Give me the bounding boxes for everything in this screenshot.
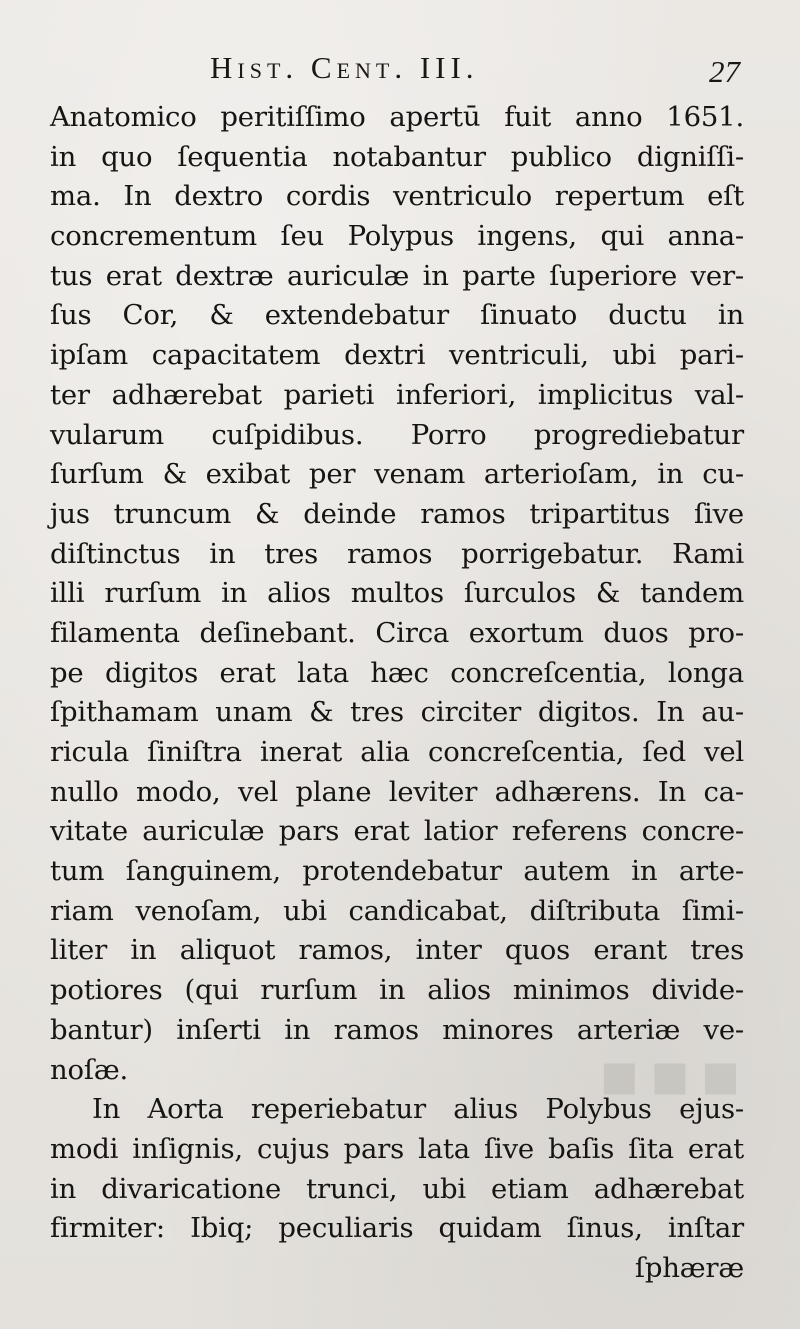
show-through-print: ■■■ [588, 1041, 740, 1112]
text-line: ricula ſiniſtra inerat alia concreſcentia, ſed vel [50, 736, 744, 768]
text-line: in divaricatione trunci, ubi etiam adhærebat [50, 1172, 744, 1205]
text-line: modi inſignis, cujus pars lata ſive baſis ſita erat [50, 1132, 744, 1165]
running-head: Hist. Cent. III. [210, 50, 479, 85]
text-line: firmiter: Ibiq; peculiaris quidam ſinus, inſtar [50, 1212, 744, 1245]
text-line: ſurſum & exibat per venam arterioſam, in cu- [50, 458, 744, 491]
text-line: ſpithamam unam & tres circiter digitos. In au- [50, 696, 744, 729]
text-line: tum ſanguinem, protendebatur autem in arte- [50, 855, 744, 888]
text-line: vitate auriculæ pars erat latior referens concre- [50, 815, 744, 848]
page-header [0, 50, 800, 94]
text-line: in quo ſequentia notabantur publico digniſſi- [50, 140, 744, 173]
text-line: potiores (qui rurſum in alios minimos divide- [50, 974, 744, 1007]
paragraph [50, 1090, 744, 1249]
text-line: concrementum ſeu Polypus ingens, qui anna- [50, 220, 744, 253]
text-line: Anatomico peritiſſimo apertū fuit anno 1651. [50, 101, 744, 133]
text-line: bantur) inſerti in ramos minores arteriæ ve- [50, 1013, 744, 1046]
text-line: diſtinctus in tres ramos porrigebatur. Rami [50, 537, 744, 570]
catchword: ſphæræ [634, 1251, 744, 1284]
text-line: In Aorta reperiebatur alius Polybus ejus- [92, 1093, 744, 1126]
text-line: riam venoſam, ubi candicabat, diſtributa ſimi- [50, 894, 744, 927]
text-line: tus erat dextræ auriculæ in parte ſuperiore ver- [50, 259, 744, 292]
text-line: nullo modo, vel plane leviter adhærens. In ca- [50, 775, 744, 808]
page-number: 27 [709, 54, 740, 89]
text-line: ter adhærebat parieti inferiori, implicitus val- [50, 378, 744, 411]
paragraph [50, 98, 744, 1090]
text-line: jus truncum & deinde ramos tripartitus ſive [50, 497, 744, 530]
text-line: ipſam capacitatem dextri ventriculi, ubi pari- [50, 339, 744, 372]
text-line: liter in aliquot ramos, inter quos erant tres [50, 934, 744, 967]
text-line: pe digitos erat lata hæc concreſcentia, longa [50, 656, 744, 689]
text-line: filamenta deſinebant. Circa exortum duos pro- [50, 616, 744, 649]
text-line: noſæ. [50, 1053, 129, 1086]
text-line: illi rurſum in alios multos ſurculos & tandem [50, 577, 744, 610]
text-line: ſus Cor, & extendebatur ſinuato ductu in [50, 299, 744, 332]
body-text [50, 98, 744, 1289]
text-line: ma. In dextro cordis ventriculo repertum eſt [50, 180, 744, 213]
text-line: vularum cuſpidibus. Porro progrediebatur [50, 418, 744, 451]
